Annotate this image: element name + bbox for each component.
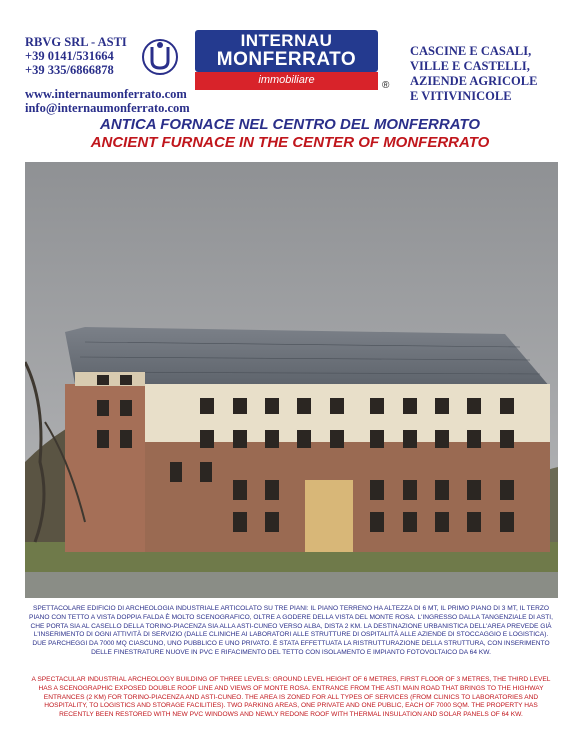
tagline-line-4: E VITIVINICOLE: [410, 89, 512, 103]
description-italian: SPETTACOLARE EDIFICIO DI ARCHEOLOGIA INDUSTRIALE ARTICOLATO SU TRE PIANI: IL PIANO TERRENO HA ALTEZZA DI 6 MT, IL PRIMO PIANO DI 3 MT, IL TERZO PIANO CON TETTO A VISTA DOPPIA FALDA È MOLTO SCENOGRAFICO, OLTRE A GODERE DELLA VISTA DEL MONTE ROSA. L'INGRESSO DALLA TANGENZIALE DI ASTI, CHE PORTA SIA AL CASELLO DELLA TORINO-PIACENZA SIA ALLA ASTI-CUNEO VERSO ALBA, DISTA 2 KM. LA DESTINAZIONE URBANISTICA DELL'AREA PREVEDE GIÀ L'INSERIMENTO DI OGNI ATTIVITÀ DI SERVIZIO (DALLE CLINICHE AI LABORATORI ALLE STRUTTURE DI OSPITALITÀ ALLE AZIENDE DI STOCCAGGIO E LOGISTICA). DUE PARCHEGGI DA 7000 MQ CIASCUNO, UNO PUBBLICO E UNO PRIVATO. È STATA EFFETTUATA LA RISTRUTTURAZIONE DELLA STRUTTURA, CON INSERIMENTO DELLE FINESTRATURE NUOVE IN PVC E RIFACIMENTO DEL TETTO CON ISOLAMENTO E IMPIANTO FOTOVOLTAICO DA 64 KW.: [29, 605, 553, 656]
logo-top-band: [195, 30, 378, 72]
title-english: ANCIENT FURNACE IN THE CENTER OF MONFERRATO: [90, 134, 490, 151]
agency-email[interactable]: info@internaumonferrato.com: [25, 101, 190, 115]
tagline-line-3: AZIENDE AGRICOLE: [410, 74, 538, 88]
agency-website[interactable]: www.internaumonferrato.com: [25, 87, 187, 101]
logo-line-2: MONFERRATO: [216, 49, 357, 70]
property-photo: [25, 162, 558, 598]
logo-bottom-band: [195, 72, 378, 90]
agency-phone-2: +39 335/6866878: [25, 63, 114, 77]
tagline-line-1: CASCINE E CASALI,: [410, 44, 532, 58]
logo-line-1: INTERNAU: [240, 31, 333, 50]
agency-name: RBVG SRL - ASTI: [25, 35, 127, 49]
title-italian: ANTICA FORNACE NEL CENTRO DEL MONFERRATO: [99, 116, 480, 133]
tagline-line-2: VILLE E CASTELLI,: [410, 59, 530, 73]
tagline: [410, 44, 537, 104]
agency-emblem-icon: [140, 35, 180, 79]
description-english: A SPECTACULAR INDUSTRIAL ARCHEOLOGY BUILDING OF THREE LEVELS: GROUND LEVEL HEIGHT OF 6 METRES, FIRST FLOOR OF 3 METRES, THE THIRD LEVEL HAS A SCENOGRAPHIC EXPOSED DOUBLE ROOF LINE AND VIEWS OF MONTE ROSA. ENTRANCE FROM THE ASTI MAIN ROAD THAT BRINGS TO THE HIGHWAY ENTRANCES (2 KM) FOR TORINO-PIACENZA AND ASTI-CUNEO. THE AREA IS ZONED FOR ALL TYPES OF SERVICES (FROM CLINICS TO LABORATORIES AND HOSPITALITY, TO LOGISTICS AND STORAGE FACILITIES). TWO PARKING AREAS, ONE PRIVATE AND ONE PUBLIC, EACH OF 7000 SQM. THE PROPERTY HAS RECENTLY BEEN RESTORED WITH NEW PVC WINDOWS AND NEWLY REDONE ROOF WITH THERMAL INSULATION AND SOLAR PANELS OF 64 KW.: [31, 676, 551, 719]
registered-mark: ®: [382, 80, 390, 91]
brand-logo: [195, 30, 378, 90]
logo-subtitle: immobiliare: [258, 74, 315, 86]
agency-phone-1: +39 0141/531664: [25, 49, 114, 63]
